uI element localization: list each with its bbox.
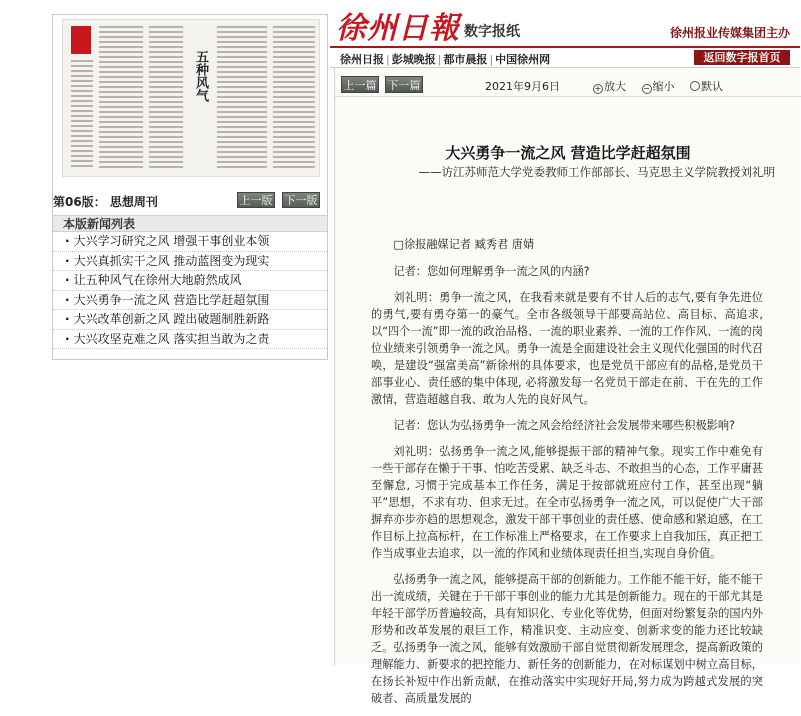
article-paragraph: 刘礼明：勇争一流之风，在我看来就是要有不甘人后的志气,要有争先进位的勇气,要有勇夺第一的豪气。全市各级领导干部要高站位、高目标、高追求,以“四个一流”即一流的政治品格、一流的职业素养、一流的工作作风、一流的岗位业绩来引领勇争一流之风。勇争一流是全面建设社会主义现代化强国的时代召唤，是建设“强富美高”新徐州的具体要求，也是党员干部应有的品格,是党员干部事业心、责任感的集中体现, 必将激发每一名党员干部走在前、干在先的工作激情，营造超越自我、敢为人先的良好风气。 <box>371 291 763 406</box>
article-paragraph: 记者：您认为弘扬勇争一流之风会给经济社会发展带来哪些积极影响? <box>393 419 735 432</box>
news-list-item[interactable]: · 让五种风气在徐州大地蔚然成风 <box>53 271 327 291</box>
prev-article-button[interactable]: 上一篇 <box>341 76 379 93</box>
site-nav: 徐州日报 | 彭城晚报 | 都市晨报 | 中国徐州网 <box>340 53 551 66</box>
article-subtitle: ——访江苏师范大学党委教师工作部部长、马克思主义学院教授刘礼明 <box>418 165 775 179</box>
thumbnail-headline: 五种风气 <box>193 50 208 102</box>
zoom-default-button[interactable] <box>690 80 729 93</box>
plus-icon: + <box>594 84 602 93</box>
nav-pengcheng-evening[interactable]: 彭城晚报 <box>391 53 436 66</box>
header-divider <box>330 46 800 48</box>
article-body <box>371 236 763 716</box>
article-paragraph: 刘礼明：弘扬勇争一流之风,能够提振干部的精神气象。现实工作中难免有一些干部存在懒于干事、怕吃苦受累、缺乏斗志、不敢担当的心态，工作平庸甚至懈怠, 习惯于完成基本工作任务，满足于按部就班应付工作，甚至出现“躺平”思想，不求有功、但求无过。在全市弘扬勇争一流之风，可以促使广大干部摒弃亦步亦趋的思想观念，激发干部干事创业的责任感、使命感和紧迫感，在工作目标上拉高标杆，在工作标准上严格要求，在工作要求上自我加压，真正把工作当成事业去追求，以一流的作风和业绩体现责任担当,实现自身价值。 <box>371 445 763 560</box>
article-panel <box>334 68 800 705</box>
masthead-logo <box>336 10 520 46</box>
zoom-out-label: 缩小 <box>652 80 675 93</box>
thumbnail-column <box>273 26 315 174</box>
news-list-item[interactable]: · 大兴勇争一流之风 营造比学赶超氛围 <box>53 291 327 311</box>
toolbar-divider <box>335 96 801 97</box>
news-list-item[interactable]: · 大兴学习研究之风 增强干事创业本领 <box>53 232 327 252</box>
page-label: 第06版： 思想周刊 <box>53 195 158 209</box>
thumbnail-column <box>99 26 143 174</box>
newspaper-brand: 徐州日報 <box>336 11 460 46</box>
page-panel <box>52 14 328 360</box>
issue-date: 2021年9月6日 <box>485 80 560 93</box>
news-list <box>53 215 327 349</box>
minus-icon: − <box>643 84 650 93</box>
radio-icon <box>690 81 700 91</box>
zoom-default-label: 默认 <box>701 80 723 93</box>
article-paragraph: 记者：您如何理解勇争一流之风的内涵? <box>393 265 590 278</box>
news-list-title: 本版新闻列表 <box>53 215 327 232</box>
thumbnail-column <box>71 60 93 208</box>
masthead-header <box>330 0 800 68</box>
article-toolbar <box>335 68 801 96</box>
next-article-button[interactable]: 下一篇 <box>385 76 423 93</box>
news-list-item[interactable]: · 大兴改革创新之风 蹚出破题制胜新路 <box>53 310 327 330</box>
publisher-text: 徐州报业传媒集团主办 <box>669 26 790 40</box>
next-page-button[interactable]: 下一版 <box>282 192 320 208</box>
prev-page-button[interactable]: 上一版 <box>237 192 275 208</box>
news-list-item[interactable]: · 大兴攻坚克难之风 落实担当敢为之责 <box>53 330 327 350</box>
article-title: 大兴勇争一流之风 营造比学赶超氛围 <box>445 144 691 162</box>
thumbnail-page-flag <box>71 26 91 54</box>
nav-dushi-morning[interactable]: 都市晨报 <box>443 53 488 66</box>
nav-china-xuzhou-net[interactable]: 中国徐州网 <box>495 53 551 66</box>
article-byline: □徐报融媒记者 臧秀君 唐婧 <box>393 238 535 251</box>
news-list-item[interactable]: · 大兴真抓实干之风 推动蓝图变为现实 <box>53 252 327 272</box>
thumbnail-column <box>217 26 267 174</box>
article-paragraph: 弘扬勇争一流之风，能够提高干部的创新能力。工作能不能干好，能不能干出一流成绩，关键在于干部干事创业的能力尤其是创新能力。现在的干部尤其是年轻干部学历普遍较高，具有知识化、专业化等优势，但面对纷繁复杂的国内外形势和改革发展的艰巨工作，精准识变、主动应变、创新求变的能力还比较缺乏。弘扬勇争一流之风，能够有效激励干部自觉贯彻新发展理念，提高新政策的理解能力、新要求的把控能力、新任务的创新能力，在对标谋划中树立高目标，在扬长补短中作出新贡献，在推动落实中实现好开局,努力成为跨越式发展的突破者、高质量发展的 <box>371 573 763 705</box>
thumbnail-column <box>149 26 183 174</box>
zoom-in-label: 放大 <box>604 80 626 93</box>
article-content <box>335 98 801 705</box>
return-home-button[interactable]: 返回数字报首页 <box>694 50 790 65</box>
nav-xuzhou-daily[interactable]: 徐州日报 <box>340 53 384 66</box>
zoom-in-button[interactable] <box>593 80 632 93</box>
page-thumbnail[interactable] <box>62 19 320 177</box>
digital-edition-label: 数字报纸 <box>464 24 520 40</box>
zoom-controls <box>593 78 735 94</box>
zoom-out-button[interactable] <box>642 80 681 93</box>
